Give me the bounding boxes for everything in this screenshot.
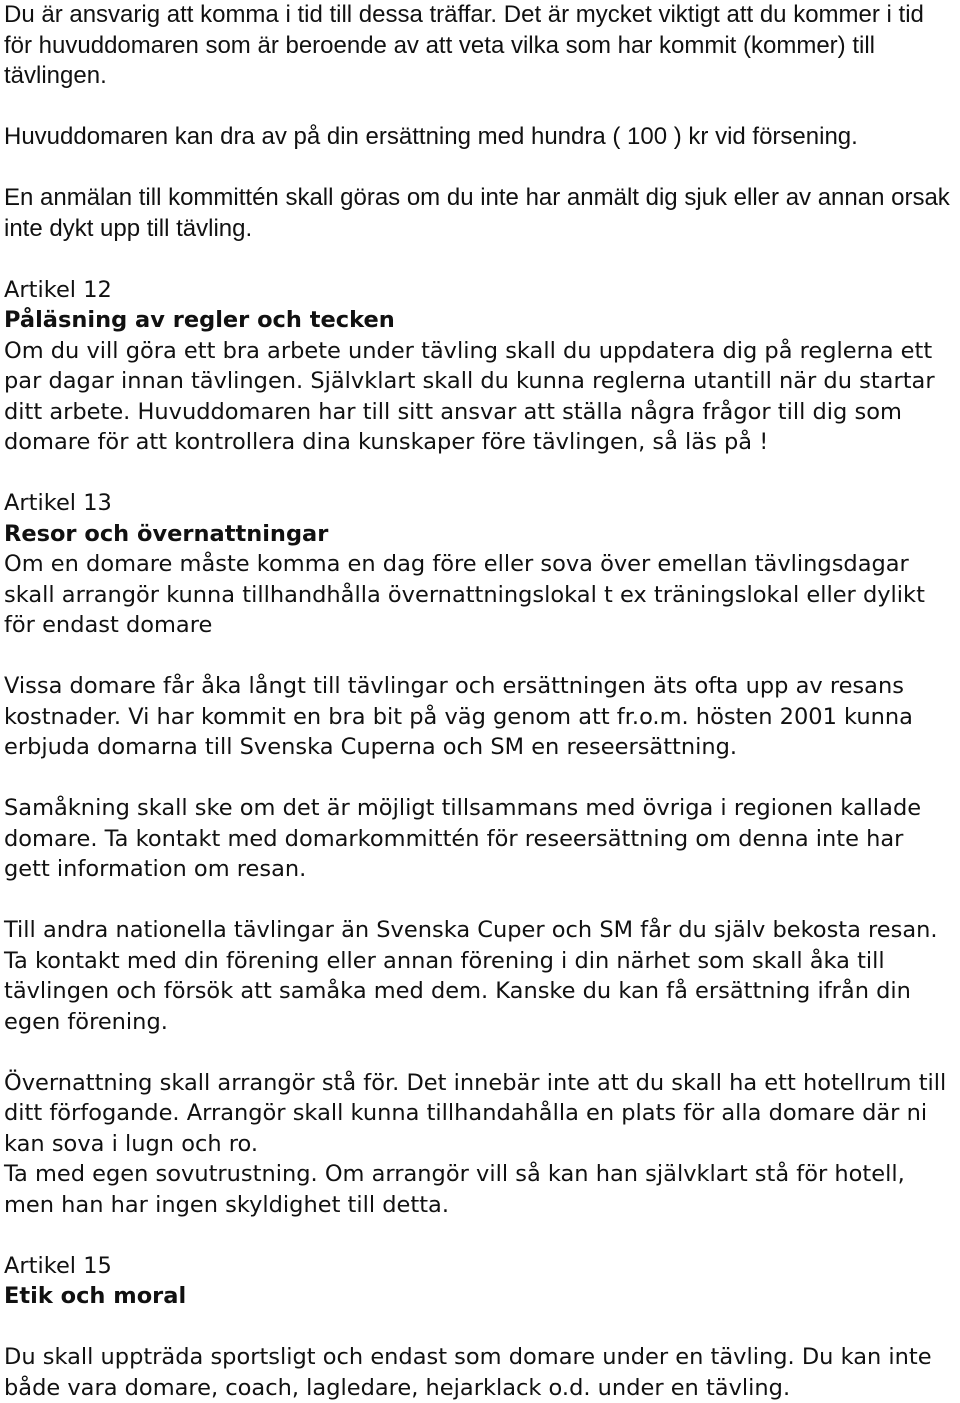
article-13-section xyxy=(4,488,956,1220)
intro-paragraph-report: En anmälan till kommittén skall göras om du inte har anmält dig sjuk eller av annan orsak inte dykt upp till tävling. xyxy=(4,183,956,244)
article-15-heading: Etik och moral xyxy=(4,1281,956,1312)
intro-section xyxy=(4,0,956,244)
spacer xyxy=(4,1037,956,1068)
document-page xyxy=(4,0,956,1403)
article-15-section xyxy=(4,1251,956,1403)
spacer xyxy=(4,763,956,794)
article-13-label: Artikel 13 xyxy=(4,488,956,519)
spacer xyxy=(4,244,956,275)
spacer xyxy=(4,1312,956,1343)
article-13-paragraph-sleeping-gear: Ta med egen sovutrustning. Om arrangör vill så kan han självklart stå för hotell, men han har ingen skyldighet till detta. xyxy=(4,1159,956,1220)
spacer xyxy=(4,1220,956,1251)
article-15-paragraph-conduct: Du skall uppträda sportsligt och endast som domare under en tävling. Du kan inte både vara domare, coach, lagledare, hejarklack o.d. under en tävling. xyxy=(4,1342,956,1403)
article-13-paragraph-costs: Vissa domare får åka långt till tävlingar och ersättningen äts ofta upp av resans kostnader. Vi har kommit en bra bit på väg genom att fr.o.m. hösten 2001 kunna erbjuda domarna till Svenska Cuperna och SM en reseersättning. xyxy=(4,671,956,763)
spacer xyxy=(4,92,956,123)
spacer xyxy=(4,641,956,672)
spacer xyxy=(4,885,956,916)
spacer xyxy=(4,458,956,489)
article-13-heading: Resor och övernattningar xyxy=(4,519,956,550)
article-13-paragraph-other-competitions: Till andra nationella tävlingar än Svenska Cuper och SM får du själv bekosta resan. Ta kontakt med din förening eller annan förening i din närhet som skall åka till tävlingen och försök att samåka med dem. Kanske du kan få ersättning ifrån din egen förening. xyxy=(4,915,956,1037)
article-13-paragraph-accommodation: Övernattning skall arrangör stå för. Det innebär inte att du skall ha ett hotellrum till ditt förfogande. Arrangör skall kunna tillhandahålla en plats för alla domare där ni kan sova i lugn och ro. xyxy=(4,1068,956,1160)
intro-paragraph-arrival: Du är ansvarig att komma i tid till dessa träffar. Det är mycket viktigt att du kommer i tid för huvuddomaren som är beroende av att veta vilka som har kommit (kommer) till tävlingen. xyxy=(4,0,956,92)
article-13-paragraph-overnight: Om en domare måste komma en dag före eller sova över emellan tävlingsdagar skall arrangör kunna tillhandhålla övernattningslokal t ex träningslokal eller dylikt för endast domare xyxy=(4,549,956,641)
article-12-heading: Påläsning av regler och tecken xyxy=(4,305,956,336)
article-12-body: Om du vill göra ett bra arbete under tävling skall du uppdatera dig på reglerna ett par dagar innan tävlingen. Självklart skall du kunna reglerna utantill när du startar ditt arbete. Huvuddomaren har till sitt ansvar att ställa några frågor till dig som domare för att kontrollera dina kunskaper före tävlingen, så läs på ! xyxy=(4,336,956,458)
article-13-paragraph-carpool: Samåkning skall ske om det är möjligt tillsammans med övriga i regionen kallade domare. Ta kontakt med domarkommittén för reseersättning om denna inte har gett information om resan. xyxy=(4,793,956,885)
intro-paragraph-deduction: Huvuddomaren kan dra av på din ersättning med hundra ( 100 ) kr vid försening. xyxy=(4,122,956,153)
spacer xyxy=(4,153,956,184)
article-12-section xyxy=(4,275,956,458)
article-15-label: Artikel 15 xyxy=(4,1251,956,1282)
article-12-label: Artikel 12 xyxy=(4,275,956,306)
